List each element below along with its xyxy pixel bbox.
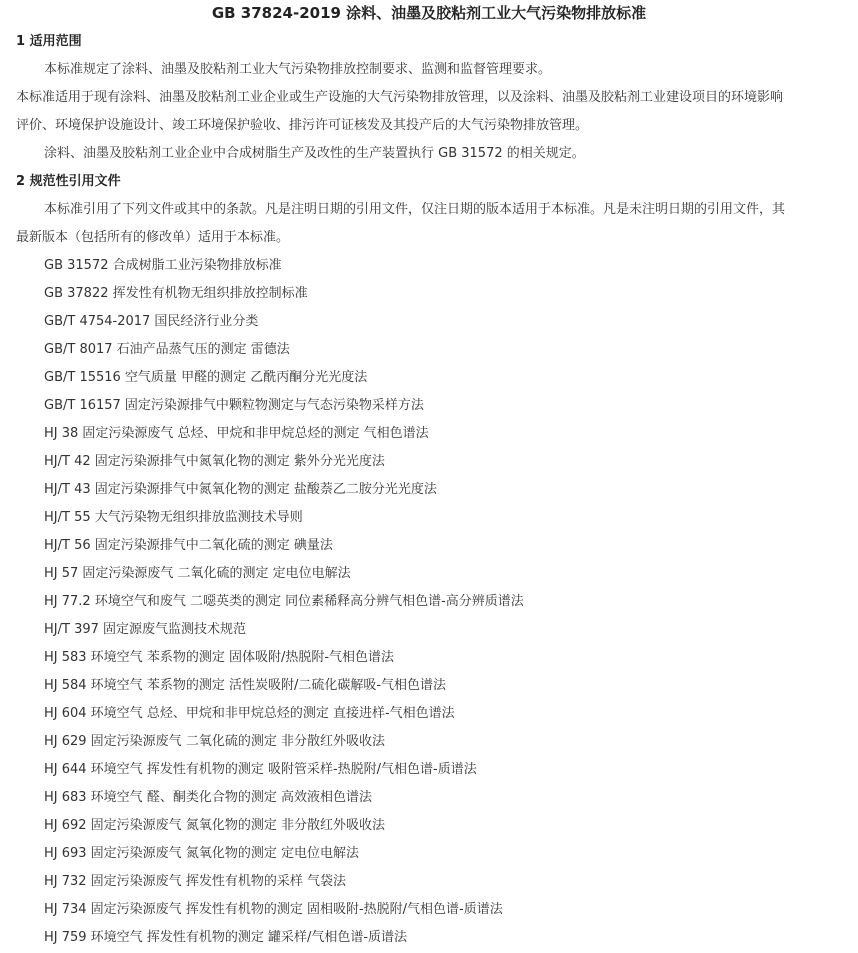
section-heading-scope: 1 适用范围 — [16, 34, 82, 49]
references-intro-continued: 最新版本（包括所有的修改单）适用于本标准。 — [16, 230, 290, 245]
reference-item: GB 37822 挥发性有机物无组织排放控制标准 — [44, 286, 308, 301]
reference-item: HJ/T 42 固定污染源排气中氮氧化物的测定 紫外分光光度法 — [44, 454, 385, 469]
reference-item: HJ 683 环境空气 醛、酮类化合物的测定 高效液相色谱法 — [44, 790, 372, 805]
reference-item: HJ 583 环境空气 苯系物的测定 固体吸附/热脱附-气相色谱法 — [44, 650, 395, 665]
reference-item: HJ 644 环境空气 挥发性有机物的测定 吸附管采样-热脱附/气相色谱-质谱法 — [44, 762, 477, 777]
reference-item: HJ 38 固定污染源废气 总烃、甲烷和非甲烷总烃的测定 气相色谱法 — [44, 426, 429, 441]
scope-paragraph: 本标准规定了涂料、油墨及胶粘剂工业大气污染物排放控制要求、监测和监督管理要求。 — [44, 62, 552, 77]
reference-item: HJ 57 固定污染源废气 二氧化硫的测定 定电位电解法 — [44, 566, 351, 581]
scope-paragraph: 涂料、油墨及胶粘剂工业企业中合成树脂生产及改性的生产装置执行 GB 31572 的相关规定。 — [44, 146, 585, 161]
reference-item: HJ 693 固定污染源废气 氮氧化物的测定 定电位电解法 — [44, 846, 359, 861]
reference-item: HJ 734 固定污染源废气 挥发性有机物的测定 固相吸附-热脱附/气相色谱-质谱法 — [44, 902, 503, 917]
references-intro: 本标准引用了下列文件或其中的条款。凡是注明日期的引用文件，仅注日期的版本适用于本标准。凡是未注明日期的引用文件，其 — [44, 202, 786, 217]
reference-item: HJ/T 397 固定源废气监测技术规范 — [44, 622, 247, 637]
reference-item: HJ 692 固定污染源废气 氮氧化物的测定 非分散红外吸收法 — [44, 818, 385, 833]
reference-item: GB/T 4754-2017 国民经济行业分类 — [44, 314, 259, 329]
reference-item: GB/T 15516 空气质量 甲醛的测定 乙酰丙酮分光光度法 — [44, 370, 368, 385]
reference-item: HJ 584 环境空气 苯系物的测定 活性炭吸附/二硫化碳解吸-气相色谱法 — [44, 678, 447, 693]
reference-item: HJ/T 55 大气污染物无组织排放监测技术导则 — [44, 510, 303, 525]
section-heading-references: 2 规范性引用文件 — [16, 174, 121, 189]
reference-item: HJ 77.2 环境空气和废气 二噁英类的测定 同位素稀释高分辨气相色谱-高分辨质谱法 — [44, 594, 524, 609]
reference-item: HJ/T 56 固定污染源排气中二氧化硫的测定 碘量法 — [44, 538, 333, 553]
scope-paragraph: 本标准适用于现有涂料、油墨及胶粘剂工业企业或生产设施的大气污染物排放管理，以及涂料、油墨及胶粘剂工业建设项目的环境影响 — [16, 90, 784, 105]
scope-paragraph-continued: 评价、环境保护设施设计、竣工环境保护验收、排污许可证核发及其投产后的大气污染物排放管理。 — [16, 118, 589, 133]
reference-item: GB/T 8017 石油产品蒸气压的测定 雷德法 — [44, 342, 290, 357]
reference-item: GB/T 16157 固定污染源排气中颗粒物测定与气态污染物采样方法 — [44, 398, 424, 413]
reference-item: HJ 629 固定污染源废气 二氧化硫的测定 非分散红外吸收法 — [44, 734, 385, 749]
reference-item: HJ 732 固定污染源废气 挥发性有机物的采样 气袋法 — [44, 874, 346, 889]
reference-item: HJ/T 43 固定污染源排气中氮氧化物的测定 盐酸萘乙二胺分光光度法 — [44, 482, 437, 497]
reference-item: GB 31572 合成树脂工业污染物排放标准 — [44, 258, 282, 273]
reference-item: HJ 604 环境空气 总烃、甲烷和非甲烷总烃的测定 直接进样-气相色谱法 — [44, 706, 455, 721]
document-title: GB 37824-2019 涂料、油墨及胶粘剂工业大气污染物排放标准 — [211, 4, 647, 22]
reference-item: HJ 759 环境空气 挥发性有机物的测定 罐采样/气相色谱-质谱法 — [44, 930, 408, 945]
